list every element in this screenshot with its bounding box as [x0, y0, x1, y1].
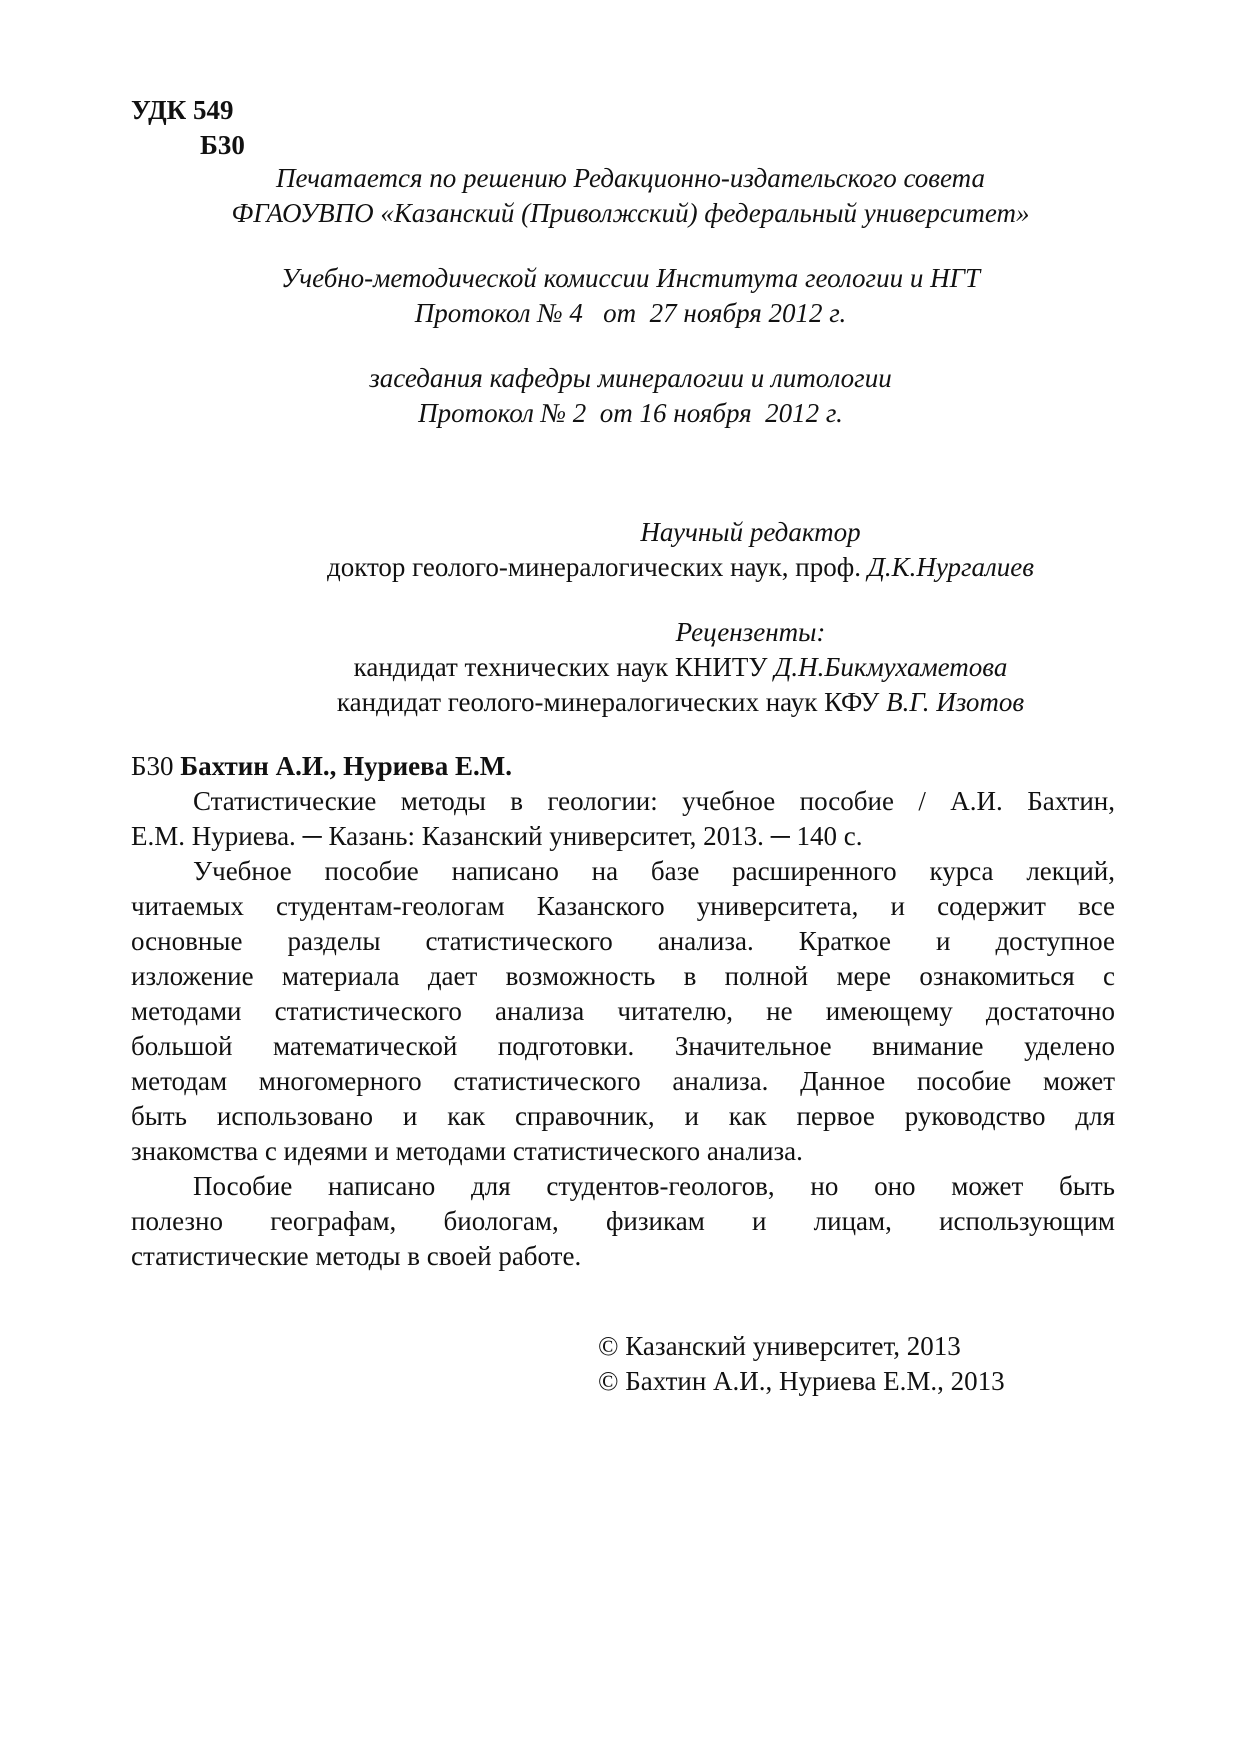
reviewer-2 [0, 685, 1241, 719]
copyright-university: © Казанский университет, 2013 [598, 1331, 961, 1361]
abstract-line: методами статистического анализа читателю, не имеющему достаточно [131, 996, 1115, 1026]
commission-protocol: Протокол № 4 от 27 ноября 2012 г. [414, 298, 847, 328]
bib-code: Б30 [131, 751, 174, 781]
bib-authors: Бахтин А.И., Нуриева Е.М. [180, 751, 512, 781]
bib-heading [131, 749, 512, 783]
abstract-line: читаемых студентам-геологам Казанского университета, и содержит все [131, 891, 1115, 921]
editor-heading: Научный редактор [640, 517, 861, 547]
reviewer-1 [0, 650, 1241, 684]
reviewer-1-name: Д.Н.Бикмухаметова [774, 652, 1008, 682]
abstract-line: Учебное пособие написано на базе расширенного курса лекций, [193, 856, 1115, 886]
audience-line: Пособие написано для студентов-геологов, но оно может быть [193, 1171, 1115, 1201]
editor-name: Д.К.Нургалиев [867, 552, 1034, 582]
copyright-authors: © Бахтин А.И., Нуриева Е.М., 2013 [598, 1366, 1005, 1396]
editor-line [0, 550, 1241, 584]
reviewer-2-name: В.Г. Изотов [886, 687, 1025, 717]
approval-line-1: Печатается по решению Редакционно-издательского совета [276, 163, 985, 193]
department-protocol: Протокол № 2 от 16 ноября 2012 г. [418, 398, 843, 428]
abstract-line: методам многомерного статистического анализа. Данное пособие может [131, 1066, 1115, 1096]
bib-desc-line-1: Статистические методы в геологии: учебное пособие / А.И. Бахтин, [193, 786, 1115, 816]
reviewer-2-title: кандидат геолого-минералогических наук КФУ [336, 687, 880, 717]
bbk-code: Б30 [200, 130, 245, 160]
audience-line: статистические методы в своей работе. [131, 1241, 582, 1271]
commission-line-1: Учебно-методической комиссии Института геологии и НГТ [281, 263, 980, 293]
editor-title: доктор геолого-минералогических наук, проф. [326, 552, 861, 582]
approval-line-2: ФГАОУВПО «Казанский (Приволжский) федеральный университет» [231, 198, 1030, 228]
abstract-line: изложение материала дает возможность в полной мере ознакомиться с [131, 961, 1115, 991]
reviewer-1-title: кандидат технических наук КНИТУ [353, 652, 768, 682]
udk-code: УДК 549 [131, 95, 234, 125]
department-line-1: заседания кафедры минералогии и литологии [369, 363, 892, 393]
abstract-line: большой математической подготовки. Значительное внимание уделено [131, 1031, 1115, 1061]
abstract-line: быть использовано и как справочник, и как первое руководство для [131, 1101, 1115, 1131]
bib-desc-line-2: Е.М. Нуриева. ─ Казань: Казанский университет, 2013. ─ 140 с. [131, 821, 863, 851]
audience-line: полезно географам, биологам, физикам и лицам, использующим [131, 1206, 1115, 1236]
reviewers-heading: Рецензенты: [675, 617, 826, 647]
abstract-line: основные разделы статистического анализа. Краткое и доступное [131, 926, 1115, 956]
abstract-line: знакомства с идеями и методами статистического анализа. [131, 1136, 803, 1166]
